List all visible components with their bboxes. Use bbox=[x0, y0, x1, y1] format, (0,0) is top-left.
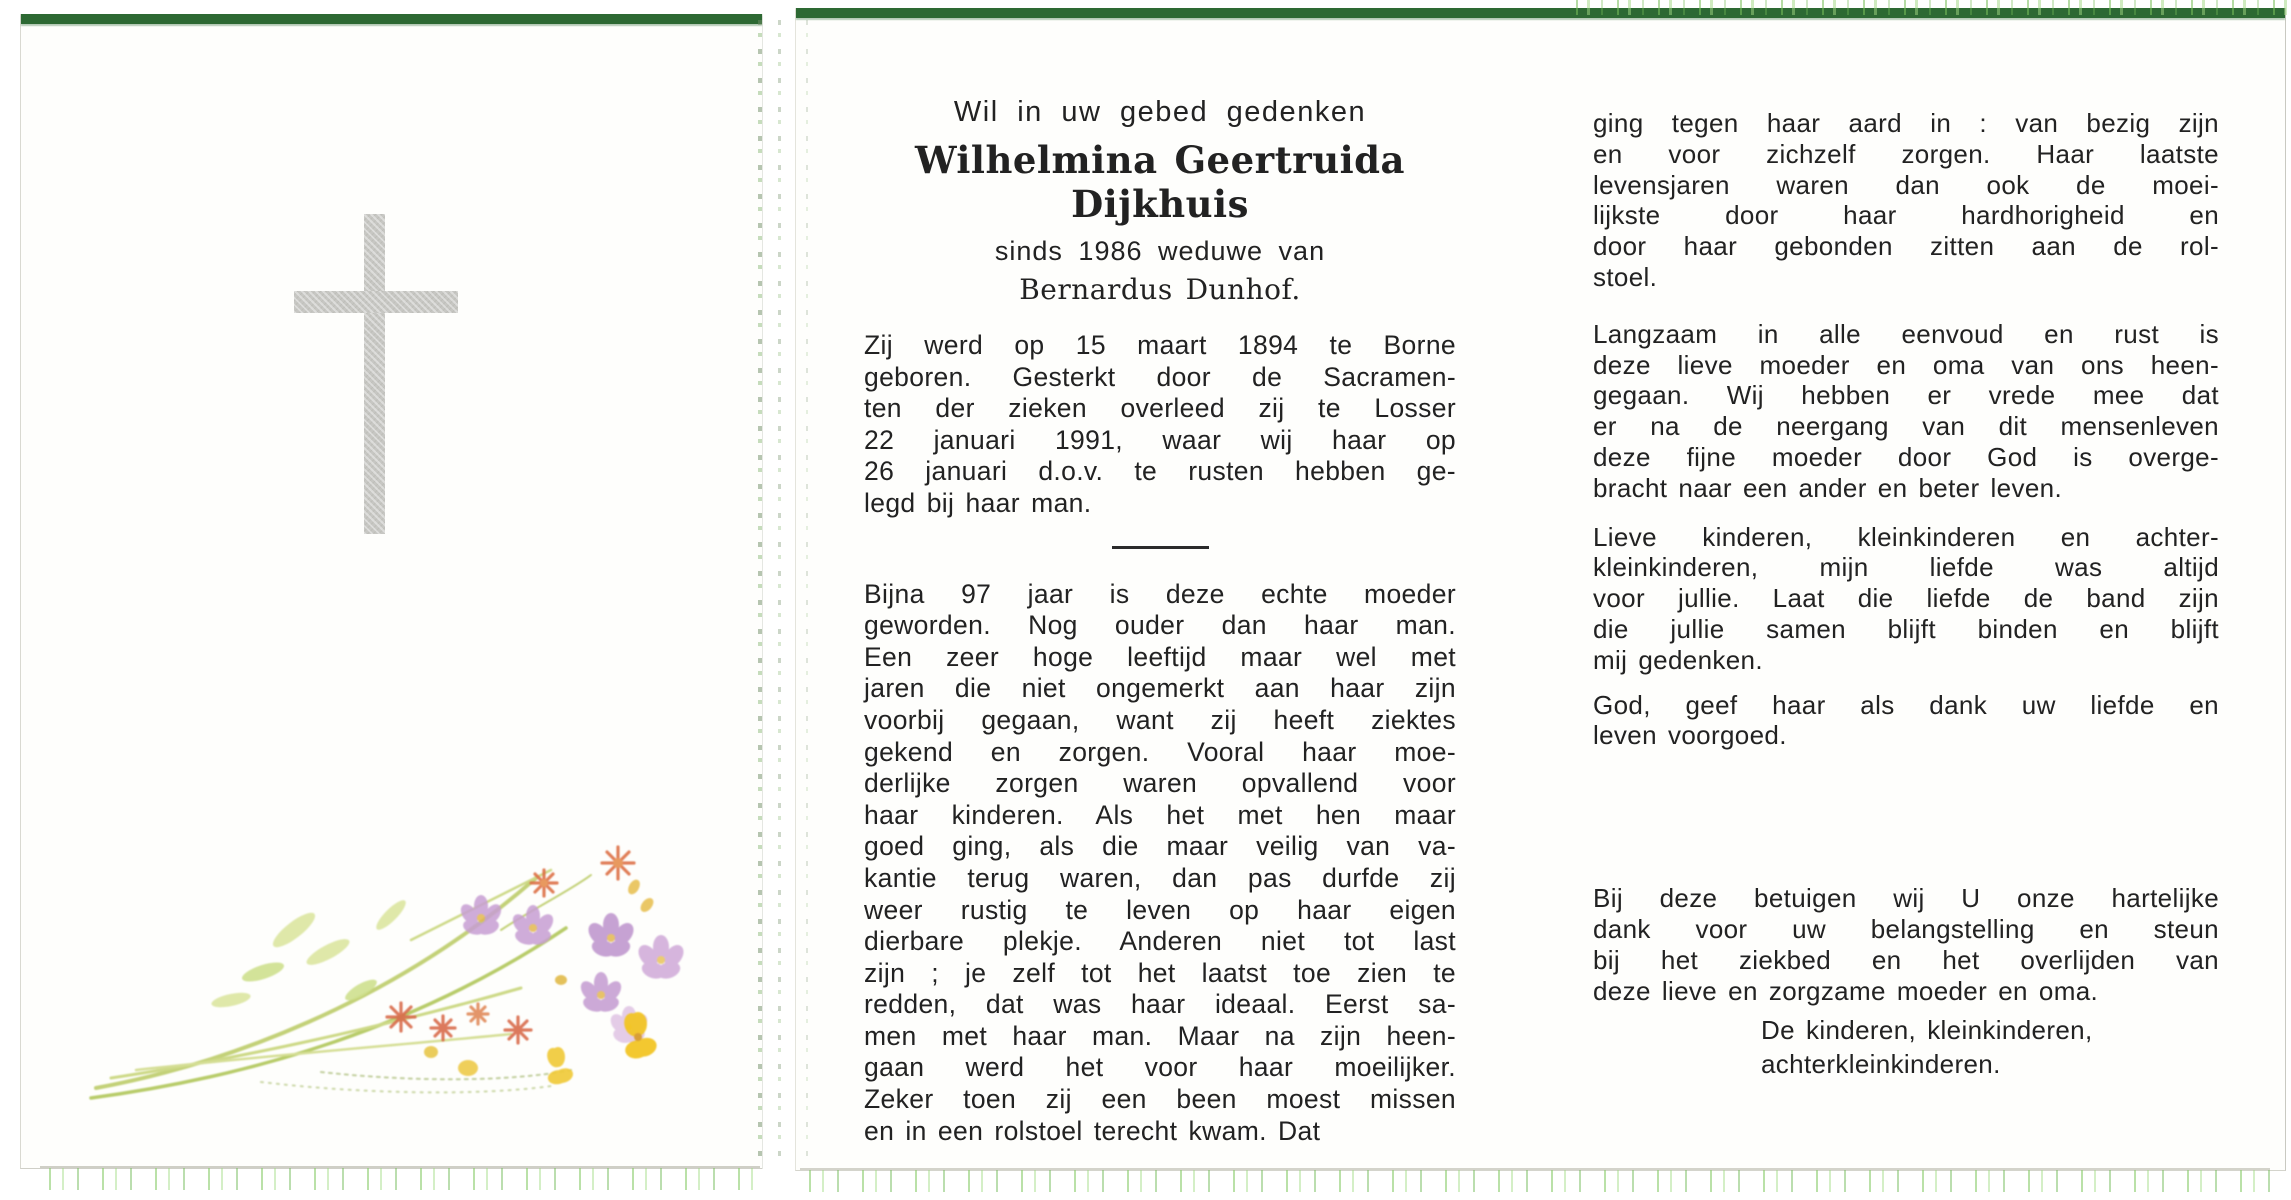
spouse-name: Bernardus Dunhof. bbox=[1019, 273, 1301, 306]
continuation-paragraph: ging tegen haar aard in : van bezig zijn en voor zichzelf zorgen. Haar laatste levensjaren waren dan ook de moei- lijkste door haar hardhorigheid en door haar gebonden zitten aan de rol- stoel. bbox=[1593, 108, 2219, 292]
cross-vertical-bar bbox=[364, 214, 385, 534]
left-card-top-edge bbox=[21, 14, 762, 24]
section-divider bbox=[1112, 546, 1209, 549]
scan-noise-bottom-right bbox=[800, 1168, 2270, 1192]
acknowledgement-paragraph: Bij deze betuigen wij U onze hartelijke dank voor uw belangstelling en steun bij het ziekbed en het overlijden van deze lieve en zorgzame moeder en oma. bbox=[1593, 883, 2219, 1007]
prayer-paragraph: God, geef haar als dank uw liefde en leven voorgoed. bbox=[1593, 689, 2219, 751]
cross-horizontal-bar bbox=[294, 291, 458, 313]
text-column-inner bbox=[864, 94, 1456, 1147]
prayer-invocation: Wil in uw gebed gedenken bbox=[953, 96, 1367, 128]
right-card bbox=[795, 8, 2286, 1171]
text-column-outer bbox=[1593, 108, 2219, 1081]
scan-noise-gap-3 bbox=[806, 20, 808, 1160]
deceased-name: Wilhelmina Geertruida Dijkhuis bbox=[914, 138, 1406, 226]
life-story-paragraph: Bijna 97 jaar is deze echte moeder geworden. Nog ouder dan haar man. Een zeer hoge leeftijd maar wel met jaren die niet ongemerkt aan haar zijn voorbij gegaan, want zij heeft ziektes gekend en zorgen. Vooral haar moe- derlijke zorgen waren opvallend voor haar kinderen. Als het met hen maar goed ging, als die maar veilig van va- kantie terug waren, dan pas durfde zij weer rustig te leven op haar eigen dierbare plekje. Anderen niet tot last zijn ; je zelf tot het laatst toe zien te redden, dat was haar ideaal. Eerst sa- men met haar man. Maar na zijn heen- gaan werd het voor haar moeilijker. Zeker toen zij een been moest missen en in een rolstoel terecht kwam. Dat bbox=[864, 578, 1456, 1146]
biography-paragraph: Zij werd op 15 maart 1894 te Borne geboren. Gesterkt door de Sacramen- ten der zieken overleed zij te Losser 22 januari 1991, waar wij haar op 26 januari d.o.v. te rusten hebben ge- legd bij haar man. bbox=[864, 330, 1456, 518]
farewell-paragraph: Lieve kinderen, kleinkinderen en achter- kleinkinderen, mijn liefde was altijd voor jullie. Laat die liefde de band zijn die jullie samen blijft binden en blijft mij gedenken. bbox=[1593, 521, 2219, 675]
widow-relation-line: sinds 1986 weduwe van bbox=[994, 236, 1326, 266]
flower-bouquet-illustration bbox=[81, 820, 721, 1120]
left-card bbox=[20, 14, 762, 1169]
scan-noise-top-right bbox=[1570, 0, 2291, 15]
family-signature: De kinderen, kleinkinderen, achterkleinkinderen. bbox=[1761, 1015, 2093, 1080]
scan-noise-gap-1 bbox=[758, 20, 762, 1160]
passing-paragraph: Langzaam in alle eenvoud en rust is deze lieve moeder en oma van ons heen- gegaan. Wij hebben er vrede mee dat er na de neergang van dit mensenleven deze fijne moeder door God is overge- bracht naar een ander en beter leven. bbox=[1593, 318, 2219, 503]
scan-noise-gap-2 bbox=[778, 20, 781, 1160]
scan-noise-bottom-left bbox=[40, 1166, 760, 1190]
